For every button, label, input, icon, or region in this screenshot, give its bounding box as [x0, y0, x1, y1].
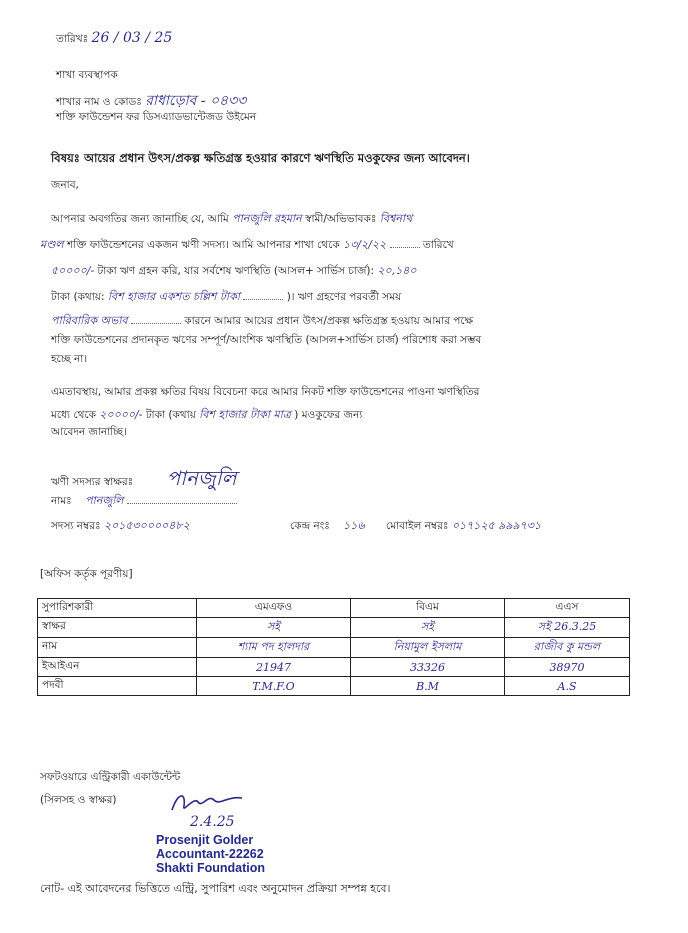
loan-balance: ২০,১৪০: [377, 264, 417, 277]
text: টাকা (কথায়: [145, 409, 196, 421]
table-row: [38, 638, 630, 658]
table-cell: সই 26.3.25: [505, 618, 630, 638]
waiver-in-words: বিশ হাজার টাকা মাত্র: [199, 408, 291, 421]
header-as: এএস: [505, 599, 630, 618]
table-cell: সই: [197, 618, 351, 638]
para1-line3: [51, 262, 417, 281]
date-value: 26 / 03 / 25: [91, 30, 173, 46]
table-row: [38, 677, 630, 696]
member-name: পানজুলি: [85, 494, 124, 507]
accountant-sign-note: (সিলসহ ও স্বাক্ষর): [40, 794, 117, 806]
sign-label: ঋণী সদস্যর স্বাক্ষরঃ: [51, 476, 134, 488]
guardian-name: বিশ্বনাথ: [379, 212, 413, 225]
row-label: নাম: [38, 638, 197, 658]
center-label: কেন্দ্র নংঃ: [290, 520, 330, 532]
header-mfo: এমএফও: [197, 599, 351, 618]
table-cell: নিয়ামুল ইসলাম: [351, 638, 505, 658]
dots: [243, 299, 283, 300]
salutation: জনাব,: [51, 179, 79, 191]
footer-note: নোট- এই আবেদনের ভিত্তিতে এন্ট্রি, সুপারিশ এবং অনুমোদন প্রক্রিয়া সম্পন্ন হবে।: [40, 882, 391, 895]
loan-date: ১৩/২/২২: [343, 238, 387, 251]
table-cell: T.M.F.O: [197, 677, 351, 696]
org-line: শক্তি ফাউন্ডেশন ফর ডিসএ্যাডভান্টেজড উইমেন: [56, 111, 257, 123]
header-bm: বিএম: [351, 599, 505, 618]
table-cell: 33326: [351, 658, 505, 677]
row-label: পদবী: [38, 677, 197, 696]
table-cell: রাজীব কু মন্ডল: [505, 638, 630, 658]
loan-amount: ৫০০০০/-: [51, 264, 95, 277]
table-cell: A.S: [505, 677, 630, 696]
row-label: ইআইএন: [38, 658, 197, 677]
mobile-label: মোবাইল নম্বরঃ: [386, 520, 449, 532]
para2-line3: আবেদন জানাচ্ছি।: [51, 426, 127, 438]
table-header-row: [38, 599, 630, 618]
member-number: ২০১৫৩০০০০৪৮২: [103, 519, 190, 532]
row-label: স্বাক্ষর: [38, 618, 197, 638]
member-signature: পানজুলি: [166, 466, 237, 490]
text: আপনার অবগতির জন্য জানাচ্ছি যে, আমি: [51, 213, 229, 225]
stamp-name: Prosenjit Golder: [156, 833, 254, 847]
para1-line2: [40, 236, 454, 255]
table-cell: 38970: [505, 658, 630, 677]
text: তারিখে: [422, 239, 454, 251]
member-no-row: [51, 517, 190, 536]
office-table: [37, 598, 630, 696]
branch-value: রাধাড়োব - ০৪৩৩: [145, 93, 247, 109]
dots: [127, 503, 237, 504]
para1-line5: [51, 312, 473, 331]
stamp-org: Shakti Foundation: [156, 861, 266, 875]
office-caption: [অফিস কর্তৃক পূরণীয়]: [40, 568, 133, 580]
dots: [390, 247, 420, 248]
addressee: শাখা ব্যবস্থাপক: [56, 69, 118, 81]
text: টাকা ঋণ গ্রহন করি, যার সর্বশেষ ঋণস্থিতি (আসল+ সার্ভিস চার্জ):: [97, 265, 374, 277]
text: স্বামী/অভিভাবকঃ: [305, 213, 377, 225]
table-row: [38, 658, 630, 677]
table-cell: 21947: [197, 658, 351, 677]
center-number: ১১৬: [343, 519, 365, 532]
table-row: [38, 618, 630, 638]
name-label: নামঃ: [51, 495, 72, 507]
text: )। ঋণ গ্রহণের পরবর্তী সময়: [286, 291, 402, 303]
mobile-row: [386, 517, 541, 536]
subject: বিষয়ঃ আয়ের প্রধান উৎস/প্রকল্প ক্ষতিগ্রস্ত হওয়ার কারণে ঋণস্থিতি মওকুফের জন্য আবেদন।: [51, 151, 470, 165]
para2-line1: এমতাবস্থায়, আমার প্রকল্প ক্ষতির বিষয় বিবেচনা করে আমার নিকট শক্তি ফাউন্ডেশনের পাওনা ঋণস্থিতির: [51, 386, 480, 398]
mobile-number: ০১৭১২৫ ৯৯৯৭৩১: [451, 519, 542, 532]
no-label: সদস্য নম্বরঃ: [51, 520, 101, 532]
text: ) মওকুফের জন্য: [294, 409, 363, 421]
balance-in-words: বিশ হাজার একশত চল্লিশ টাকা: [107, 290, 240, 303]
table-cell: সই: [351, 618, 505, 638]
text: শক্তি ফাউন্ডেশনের একজন ঋণী সদস্য। আমি আপনার শাখা থেকে: [66, 239, 340, 251]
para1-line6: শক্তি ফাউন্ডেশনের প্রদানকৃত ঋণের সম্পূর্ণ/আংশিক ঋণস্থিতি (আসল+সার্ভিস চার্জ) পরিশোধ করা সম্ভব: [51, 334, 482, 346]
center-row: [290, 517, 375, 536]
text: কারনে আমার আয়ের প্রধান উৎস/প্রকল্প ক্ষতিগ্রস্ত হওয়ায় আমার পক্ষে: [184, 315, 474, 327]
date-row: [56, 30, 172, 49]
para1-line4: [51, 288, 401, 307]
waiver-amount: ২০০০০/-: [99, 408, 143, 421]
damage-reason: পারিবারিক অভাব: [51, 314, 128, 327]
branch-label: শাখার নাম ও কোডঃ: [56, 96, 142, 108]
dots: [131, 323, 181, 324]
accountant-stamp: [156, 833, 265, 875]
stamp-role: Accountant-22262: [156, 847, 264, 861]
para1-line1: [51, 210, 412, 229]
table-cell: B.M: [351, 677, 505, 696]
para1-line7: হচ্ছে না।: [51, 353, 88, 365]
para2-line2: [51, 406, 362, 425]
table-cell: শ্যাম পদ হালদার: [197, 638, 351, 658]
accountant-title: সফটওয়ারে এন্ট্রিকারী একাউন্টেন্ট: [40, 771, 181, 783]
member-name-row: [51, 492, 237, 511]
guardian-surname: মণ্ডল: [40, 238, 64, 251]
text: মধ্যে থেকে: [51, 409, 96, 421]
applicant-name: পানজুলি রহমান: [232, 212, 302, 225]
text: টাকা (কথায়:: [51, 291, 105, 303]
accountant-sign-date: 2.4.25: [190, 814, 235, 830]
header-recommender: সুপারিশকারী: [38, 599, 197, 618]
date-label: তারিখঃ: [56, 33, 89, 45]
